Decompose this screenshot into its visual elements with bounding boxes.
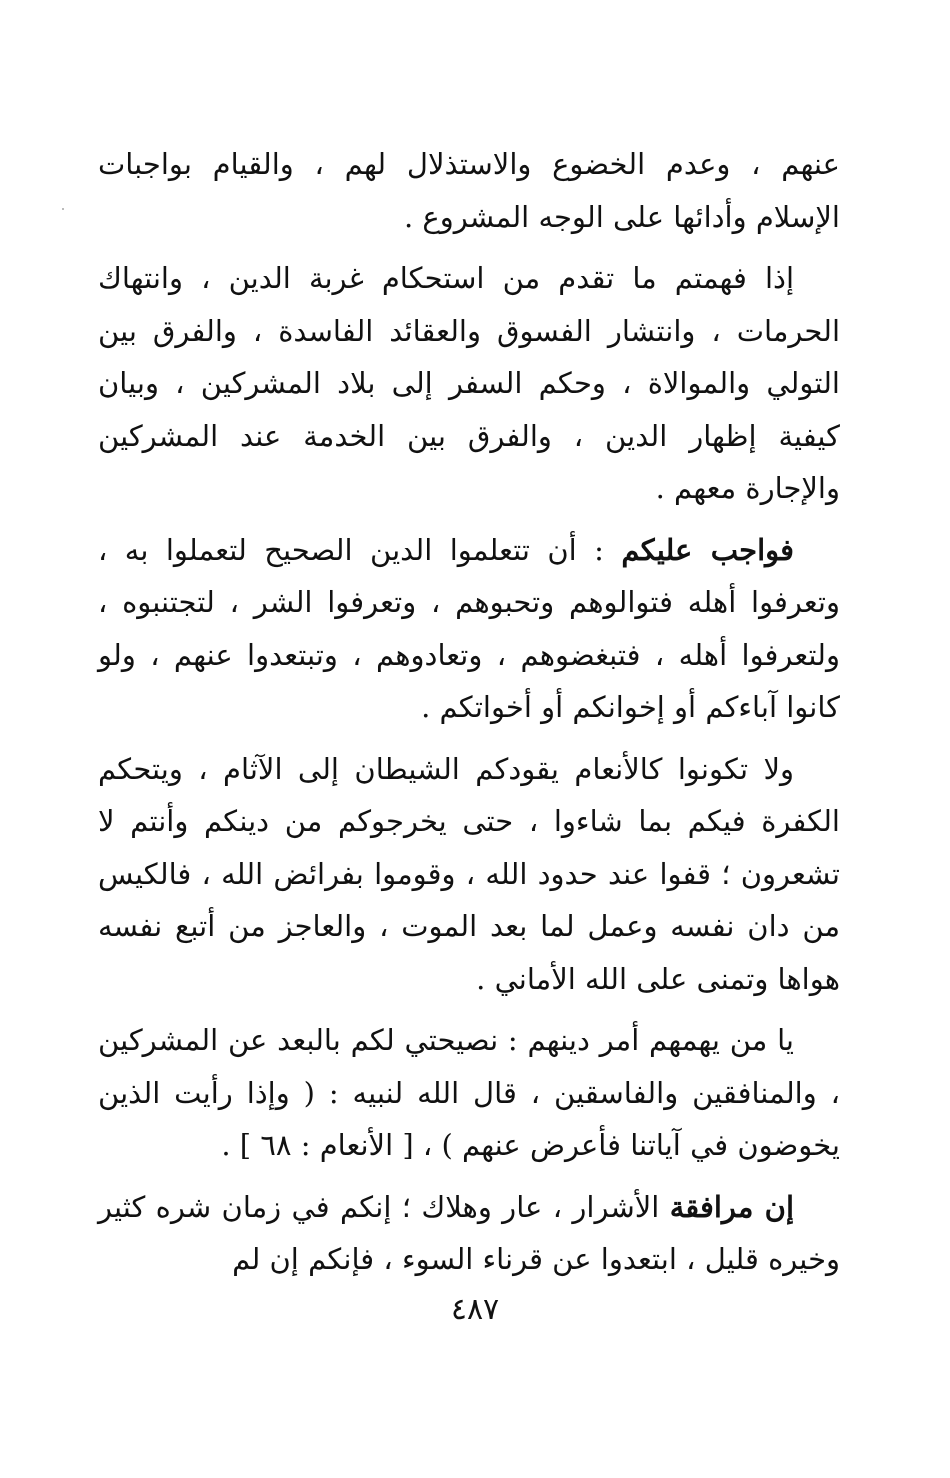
- paragraph-3: [98, 524, 840, 734]
- paragraph-2-text: إذا فهمتم ما تقدم من استحكام غربة الدين ، وانتهاك الحرمات ، وانتشار الفسوق والعقائد الفاسدة ، والفرق بين التولي والموالاة ، وحكم السفر إلى بلاد المشركين ، وبيان كيفية إظهار الدين ، والفرق بين الخدمة عند المشركين والإجارة معهم .: [98, 261, 840, 505]
- paragraph-6-lead: إن مرافقة: [669, 1189, 794, 1224]
- paragraph-4-text: ولا تكونوا كالأنعام يقودكم الشيطان إلى الآثام ، ويتحكم الكفرة فيكم بما شاءوا ، حتى يخرجوكم من دينكم وأنتم لا تشعرون ؛ قفوا عند حدود الله ، وقوموا بفرائض الله ، فالكيس من دان نفسه وعمل لما بعد الموت ، والعاجز من أتبع نفسه هواها وتمنى على الله الأماني .: [98, 751, 840, 996]
- paragraph-5-text: يا من يهمهم أمر دينهم : نصيحتي لكم بالبعد عن المشركين ، والمنافقين والفاسقين ، قال الله لنبيه : ( وإذا رأيت الذين يخوضون في آياتنا فأعرض عنهم ) ، [ الأنعام : ٦٨ ] .: [98, 1023, 840, 1162]
- paragraph-4: [98, 743, 840, 1006]
- scan-speck: [62, 208, 64, 210]
- paragraph-1: [98, 138, 840, 243]
- paragraph-3-text: : أن تتعلموا الدين الصحيح لتعملوا به ، وتعرفوا أهله فتوالوهم وتحبوهم ، وتعرفوا الشر ، لتجتنبوه ، ولتعرفوا أهله ، فتبغضوهم ، وتعادوهم ، وتبتعدوا عنهم ، ولو كانوا آباءكم أو إخوانكم أو أخواتكم .: [98, 532, 840, 724]
- paragraph-1-text: عنهم ، وعدم الخضوع والاستذلال لهم ، والقيام بواجبات الإسلام وأدائها على الوجه المشروع .: [98, 147, 840, 234]
- paragraph-6: [98, 1181, 840, 1286]
- page-number: ٤٨٧: [450, 1292, 500, 1327]
- page-body: [98, 138, 840, 1295]
- paragraph-2: [98, 252, 840, 515]
- paragraph-5: [98, 1014, 840, 1172]
- paragraph-3-lead: فواجب عليكم: [621, 532, 794, 567]
- paragraph-6-text: الأشرار ، عار وهلاك ؛ إنكم في زمان شره كثير وخيره قليل ، ابتعدوا عن قرناء السوء ، فإنكم إن لم: [98, 1189, 840, 1276]
